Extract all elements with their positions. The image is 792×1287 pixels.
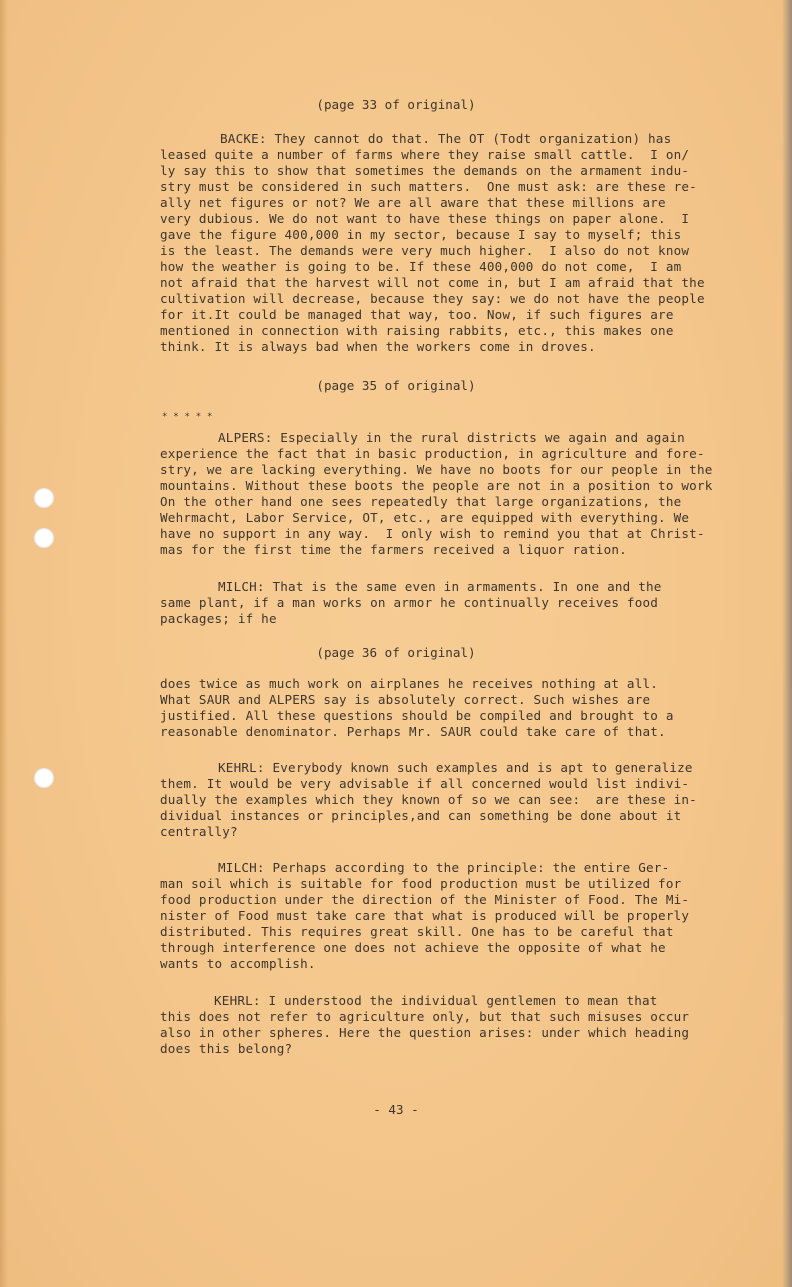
text-line: centrally?: [160, 824, 238, 839]
text-line: mentioned in connection with raising rabbits, etc., this makes one: [160, 323, 674, 338]
text-line: mas for the first time the farmers received a liquor ration.: [160, 542, 627, 557]
text-line: wants to accomplish.: [160, 956, 316, 971]
text-line: through interference one does not achieve the opposite of what he: [160, 940, 666, 955]
text-line: does twice as much work on airplanes he receives nothing at all.: [160, 676, 659, 691]
text-line: ly say this to show that sometimes the demands on the armament indu-: [160, 163, 690, 178]
text-line: ally net figures or not? We are all aware that these millions are: [160, 195, 666, 210]
punch-hole: [34, 528, 54, 548]
text-line: BACKE: They cannot do that. The OT (Todt organization) has: [220, 131, 672, 146]
text-line: very dubious. We do not want to have these things on paper alone. I: [160, 211, 690, 226]
text-line: cultivation will decrease, because they say: we do not have the people: [160, 291, 705, 306]
text-line: mountains. Without these boots the people are not in a position to work: [160, 478, 713, 493]
text-line: food production under the direction of the Minister of Food. The Mi-: [160, 892, 690, 907]
text-line: justified. All these questions should be compiled and brought to a: [160, 708, 674, 723]
text-line: how the weather is going to be. If these 400,000 do not come, I am: [160, 259, 682, 274]
text-line: same plant, if a man works on armor he continually receives food: [160, 595, 659, 610]
text-line: does this belong?: [160, 1041, 293, 1056]
text-line: man soil which is suitable for food production must be utilized for: [160, 876, 682, 891]
text-line: for it.It could be managed that way, too. Now, if such figures are: [160, 307, 674, 322]
punch-hole: [34, 768, 54, 788]
page-header: (page 36 of original): [316, 645, 476, 660]
text-line: What SAUR and ALPERS say is absolutely correct. Such wishes are: [160, 692, 651, 707]
text-line: reasonable denominator. Perhaps Mr. SAUR could take care of that.: [160, 724, 666, 739]
page-left-edge: [0, 0, 8, 1287]
separator: * * * * *: [162, 412, 213, 422]
text-line: MILCH: That is the same even in armaments. In one and the: [218, 579, 662, 594]
text-line: this does not refer to agriculture only, but that such misuses occur: [160, 1009, 690, 1024]
text-line: experience the fact that in basic production, in agriculture and fore-: [160, 446, 705, 461]
page-header: (page 33 of original): [316, 97, 476, 112]
page-header: (page 35 of original): [316, 378, 476, 393]
text-line: KEHRL: I understood the individual gentlemen to mean that: [214, 993, 658, 1008]
text-line: them. It would be very advisable if all concerned would list indivi-: [160, 776, 690, 791]
text-line: ALPERS: Especially in the rural districts we again and again: [218, 430, 685, 445]
text-line: stry must be considered in such matters. One must ask: are these re-: [160, 179, 697, 194]
text-line: not afraid that the harvest will not come in, but I am afraid that the: [160, 275, 705, 290]
text-line: is the least. The demands were very much higher. I also do not know: [160, 243, 690, 258]
text-line: stry, we are lacking everything. We have no boots for our people in the: [160, 462, 713, 477]
text-line: nister of Food must take care that what is produced will be properly: [160, 908, 690, 923]
text-line: also in other spheres. Here the question arises: under which heading: [160, 1025, 690, 1040]
text-line: think. It is always bad when the workers come in droves.: [160, 339, 596, 354]
text-line: gave the figure 400,000 in my sector, because I say to myself; this: [160, 227, 682, 242]
text-line: On the other hand one sees repeatedly that large organizations, the: [160, 494, 682, 509]
text-line: have no support in any way. I only wish to remind you that at Christ-: [160, 526, 705, 541]
text-line: packages; if he: [160, 611, 277, 626]
text-line: MILCH: Perhaps according to the principle: the entire Ger-: [218, 860, 670, 875]
text-line: dividual instances or principles,and can something be done about it: [160, 808, 682, 823]
punch-hole: [34, 488, 54, 508]
text-line: dually the examples which they known of so we can see: are these in-: [160, 792, 697, 807]
text-line: Wehrmacht, Labor Service, OT, etc., are equipped with everything. We: [160, 510, 690, 525]
text-line: distributed. This requires great skill. One has to be careful that: [160, 924, 674, 939]
page-number: - 43 -: [373, 1102, 419, 1117]
page-right-edge: [782, 0, 792, 1287]
text-line: leased quite a number of farms where they raise small cattle. I on/: [160, 147, 690, 162]
text-line: KEHRL: Everybody known such examples and is apt to generalize: [218, 760, 693, 775]
